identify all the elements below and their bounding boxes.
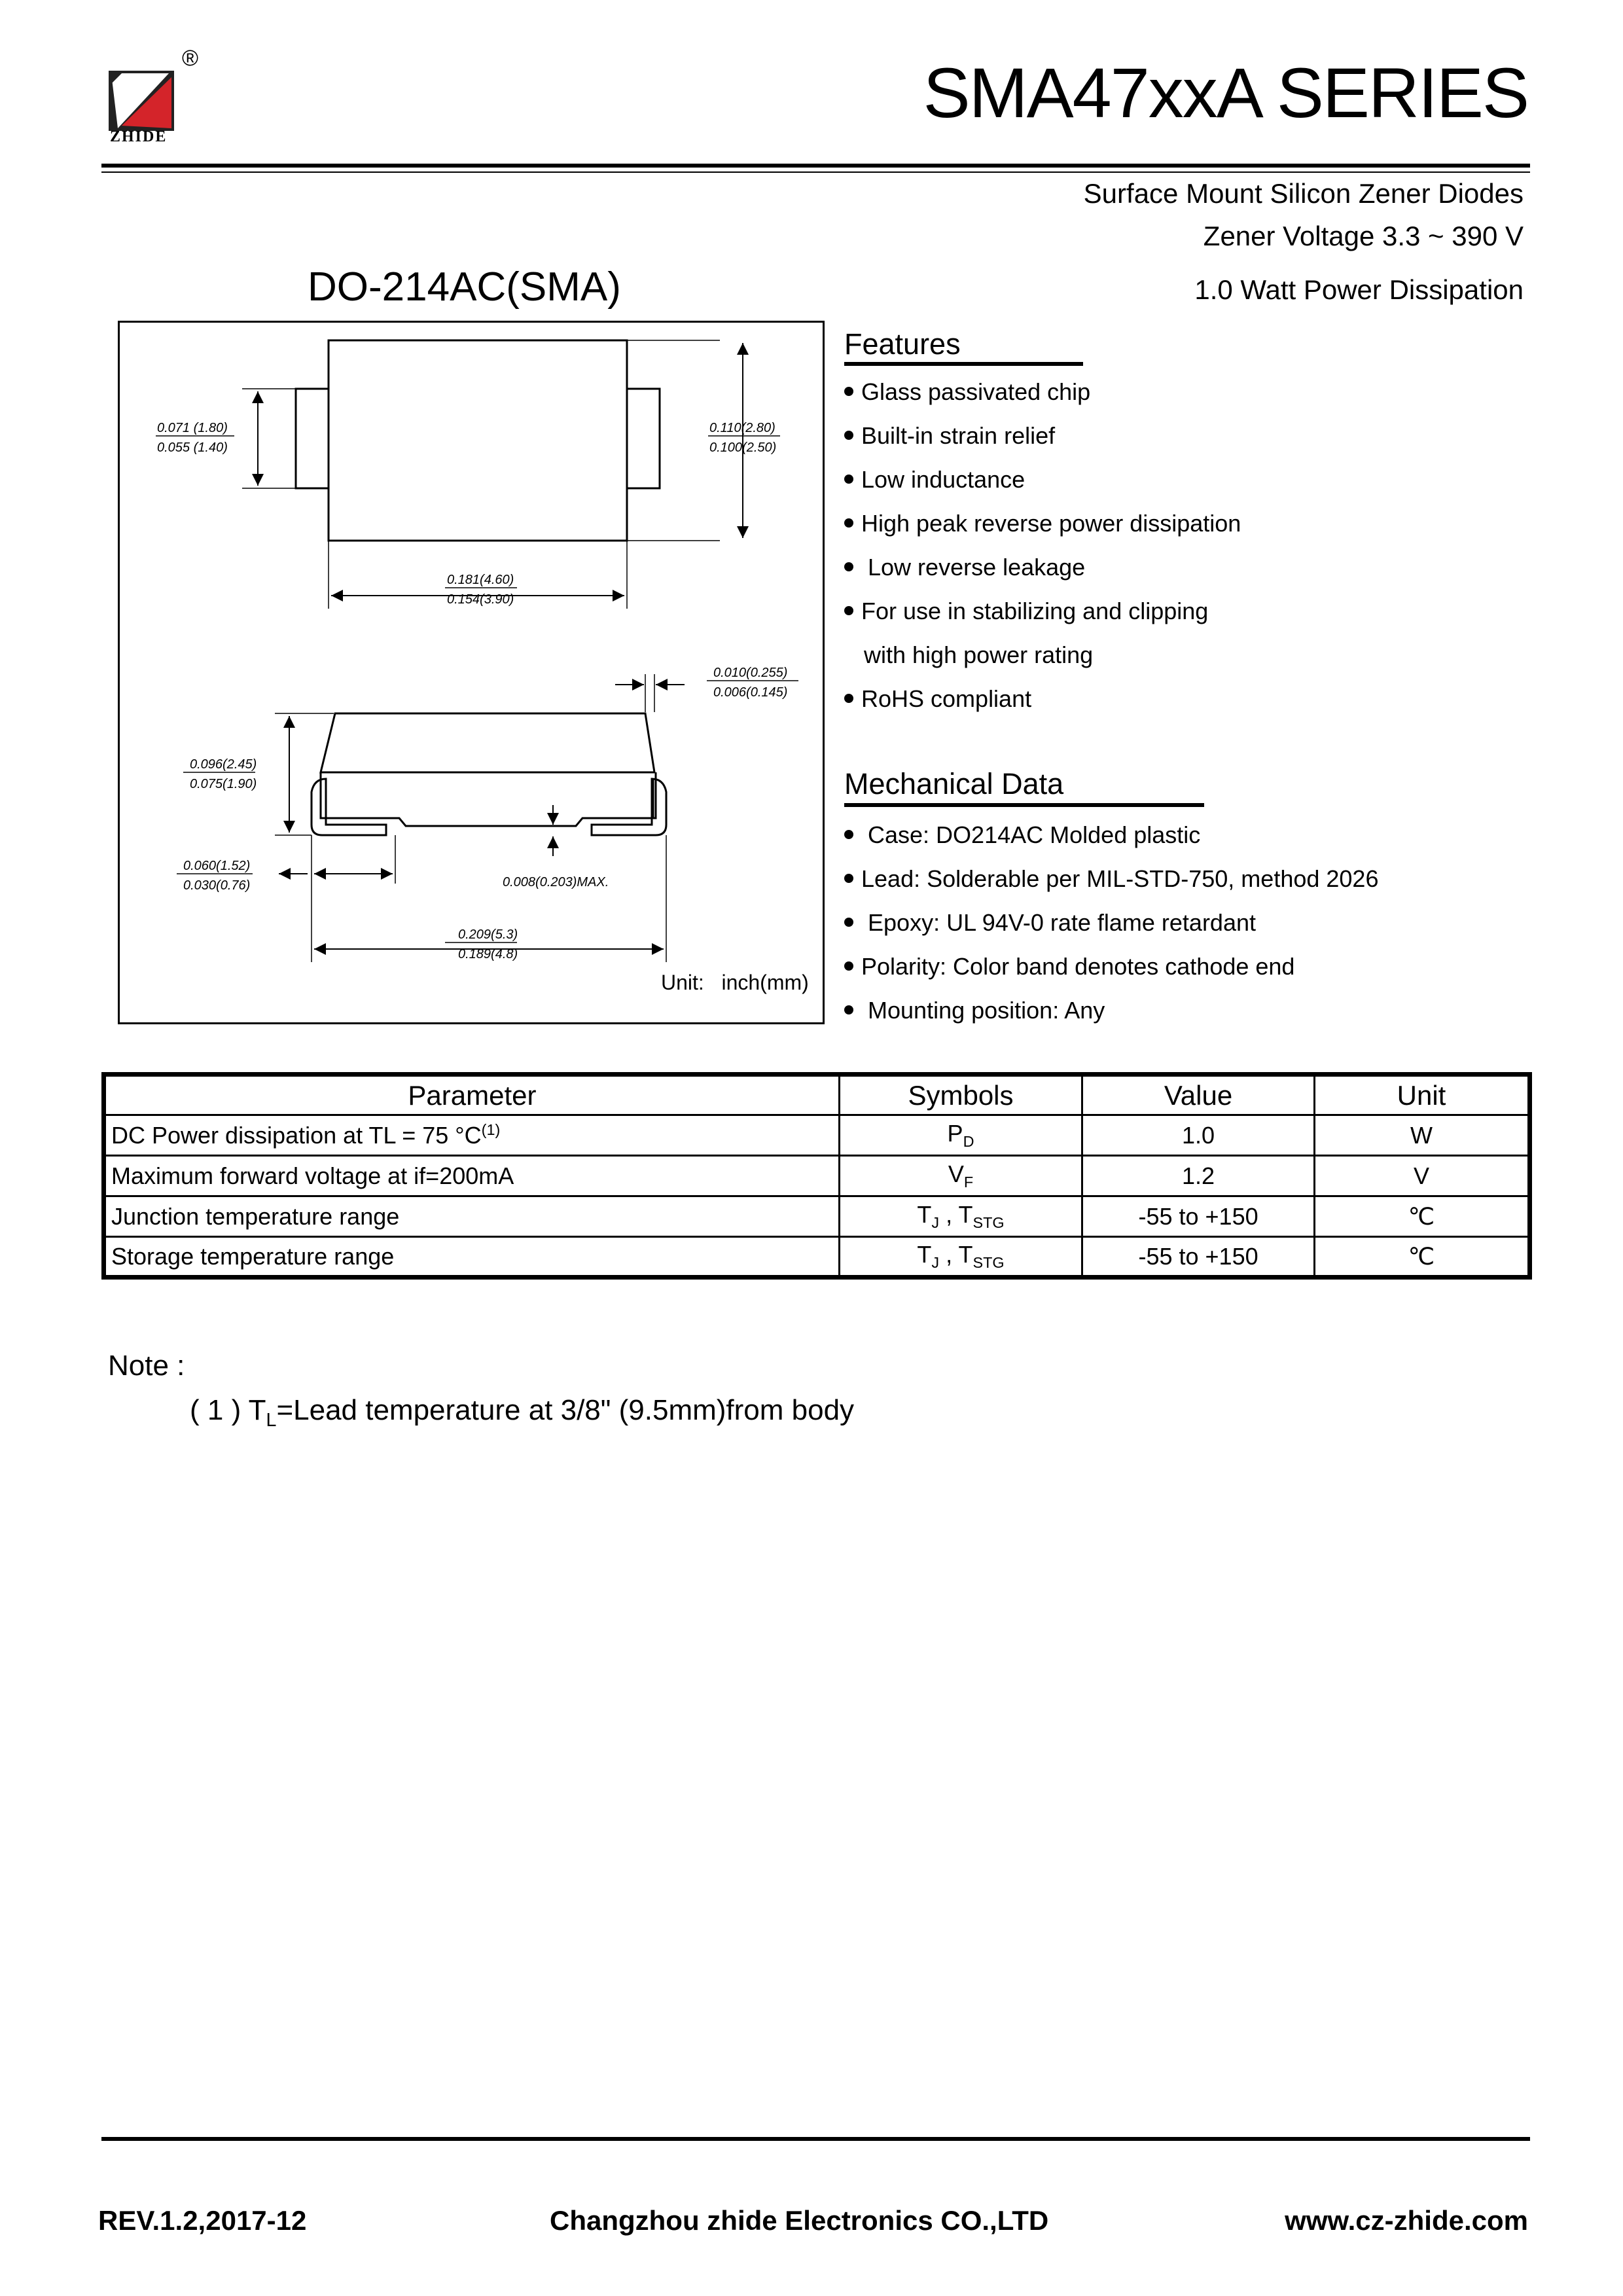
col-header-unit: Unit [1315,1075,1530,1115]
registered-mark: ® [182,46,199,71]
top-view-lead-right [627,389,660,488]
dim-pad-height-min: 0.055 (1.40) [157,440,228,455]
list-item: Glass passivated chip [844,378,1090,406]
bullet-icon [844,475,853,484]
table-row [104,1196,1530,1237]
company-logo [105,46,209,149]
cell-symbol: $P_D$ [839,1115,1082,1156]
list-item: High peak reverse power dissipation [844,510,1241,537]
subtitle-line: 1.0 Watt Power Dissipation [1194,274,1524,305]
cell-unit: ℃ [1315,1196,1530,1237]
list-item: RoHS compliant [844,685,1031,713]
footer-website[interactable]: www.cz-zhide.com [1285,2205,1528,2236]
mechanical-underline [844,803,1204,807]
side-view-body [321,713,654,772]
dim-foot-min: 0.030(0.76) [183,878,251,893]
footer-revision: REV.1.2,2017-12 [98,2205,307,2236]
bullet-icon [844,387,853,396]
header-rule [101,164,1530,168]
cell-unit: V [1315,1156,1530,1196]
cell-value: 1.2 [1082,1156,1315,1196]
list-item: Case: DO214AC Molded plastic [844,821,1200,849]
list-item: Epoxy: UL 94V-0 rate flame retardant [844,909,1256,937]
dim-total-width-max: 0.209(5.3) [458,927,518,942]
series-title: SMA47xxA SERIES [923,53,1528,132]
bullet-icon [844,606,853,615]
bullet-icon [844,431,853,440]
dim-body-width-min: 0.154(3.90) [447,592,514,607]
footer-rule [101,2137,1530,2141]
bullet-icon [844,874,853,883]
unit-note: Unit: inch(mm) [661,971,809,994]
bullet-icon [844,961,853,971]
dim-lead-thickness-min: 0.006(0.145) [713,685,788,700]
list-item: Low reverse leakage [844,554,1085,581]
dim-foot-max: 0.060(1.52) [183,859,251,873]
subtitle-line: Zener Voltage 3.3 ~ 390 V [1203,221,1524,251]
cell-parameter: DC Power dissipation at TL = 75 $^\circ C^{(1)}$ [104,1115,840,1156]
cell-parameter: Storage temperature range [104,1237,840,1278]
cell-unit: W [1315,1115,1530,1156]
logo-wordmark: ZHIDE [110,128,168,145]
cell-symbol: $T_J$ , $T_{STG}$ [839,1196,1082,1237]
bullet-icon [844,918,853,927]
mechanical-title: Mechanical Data [844,767,1064,800]
dim-lead-thickness-max: 0.010(0.255) [713,666,788,680]
dim-body-height-min: 0.100(2.50) [709,440,777,455]
header-rule-thin [101,171,1530,173]
cell-unit: ℃ [1315,1237,1530,1278]
dim-total-width-min: 0.189(4.8) [458,947,518,961]
package-outline-drawing [118,321,825,1024]
dim-height-max: 0.096(2.45) [190,757,257,772]
bullet-icon [844,1005,853,1014]
bullet-icon [844,562,853,571]
cell-parameter: Junction temperature range [104,1196,840,1237]
list-item: Lead: Solderable per MIL-STD-750, method 2026 [844,865,1378,893]
note-label: Note : [108,1350,185,1382]
list-item: Mounting position: Any [844,997,1105,1024]
cell-value: 1.0 [1082,1115,1315,1156]
ratings-table [101,1072,1532,1280]
dim-body-width-max: 0.181(4.60) [447,573,514,587]
dim-standoff: 0.008(0.203)MAX. [503,875,609,889]
table-row [104,1237,1530,1278]
col-header-parameter: Parameter [104,1075,840,1115]
dim-height-min: 0.075(1.90) [190,777,257,791]
col-header-symbols: Symbols [839,1075,1082,1115]
cell-value: -55 to +150 [1082,1237,1315,1278]
list-item: Built-in strain relief [844,422,1055,450]
cell-value: -55 to +150 [1082,1196,1315,1237]
dim-pad-height-max: 0.071 (1.80) [157,421,228,435]
top-view-body [329,340,627,541]
bullet-icon [844,518,853,528]
table-row [104,1115,1530,1156]
features-underline [844,362,1083,366]
package-title: DO-214AC(SMA) [308,264,621,310]
table-row [104,1156,1530,1196]
cell-symbol: $V_F$ [839,1156,1082,1196]
list-item-continuation: with high power rating [864,641,1094,668]
list-item: Polarity: Color band denotes cathode end [844,953,1294,980]
bullet-icon [844,830,853,839]
dim-body-height-max: 0.110(2.80) [709,421,776,435]
note-item: ( 1 ) $T_L=Lead$ temperature at 3/8" (9.5mm)from body [190,1394,855,1431]
table-header-row [104,1075,1530,1115]
features-title: Features [844,327,961,361]
footer-company: Changzhou zhide Electronics CO.,LTD [550,2205,1049,2236]
cell-symbol: $T_J$ , $T_{STG}$ [839,1237,1082,1278]
bullet-icon [844,694,853,703]
top-view-lead-left [296,389,329,488]
list-item: Low inductance [844,466,1025,493]
subtitle-line: Surface Mount Silicon Zener Diodes [1083,178,1524,209]
side-view-lead-left [312,779,386,835]
col-header-value: Value [1082,1075,1315,1115]
cell-parameter: Maximum forward voltage at if=200mA [104,1156,840,1196]
list-item: For use in stabilizing and clipping [844,598,1208,625]
